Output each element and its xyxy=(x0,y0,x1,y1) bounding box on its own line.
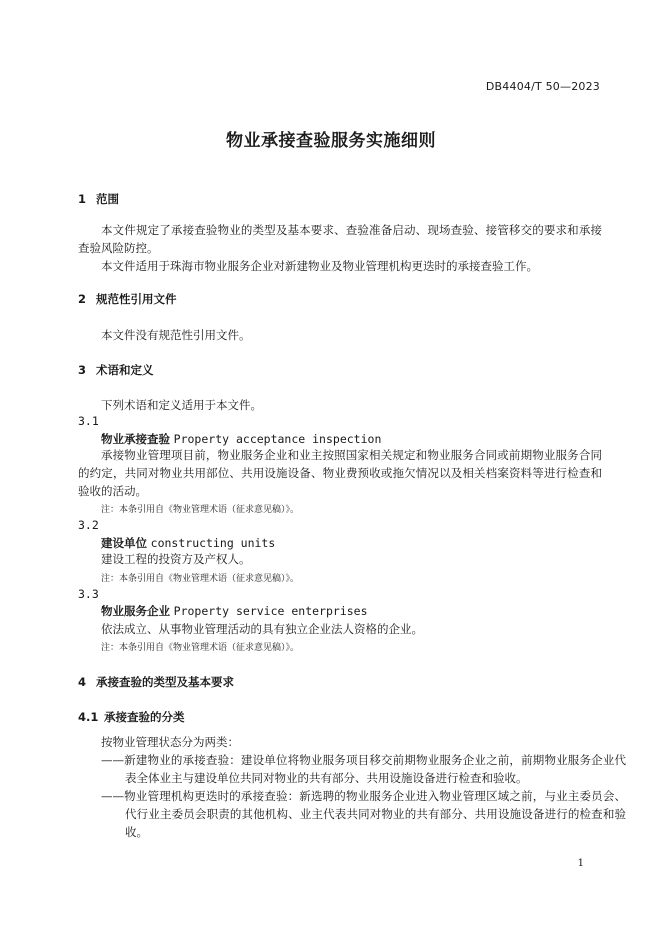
document-title: 物业承接查验服务实施细则 xyxy=(226,131,436,151)
term-english: Property service enterprises xyxy=(173,604,368,618)
section-title: 术语和定义 xyxy=(96,363,154,377)
term-chinese: 物业服务企业 xyxy=(101,604,170,618)
section-4-1-heading xyxy=(78,709,185,725)
term-number: 3.3 xyxy=(78,587,99,601)
section-title: 承接查验的分类 xyxy=(104,710,185,724)
section-title: 规范性引用文件 xyxy=(96,292,177,306)
list-item: ——物业管理机构更迭时的承接查验：新选聘的物业服务企业进入物业管理区域之前，与业主委员会、代行业主委员会职责的其他机构、业主代表共同对物业的共有部分、共用设施设备进行的检查和验收。 xyxy=(101,789,626,839)
section-1-heading xyxy=(78,191,119,207)
section-number: 2 xyxy=(78,292,87,306)
term-note: 注：本条引用自《物业管理术语（征求意见稿）》。 xyxy=(101,574,300,584)
term-english: constructing units xyxy=(150,536,276,550)
section-number: 1 xyxy=(78,192,87,206)
section-4-heading xyxy=(78,674,234,690)
term-note: 注：本条引用自《物业管理术语（征求意见稿）》。 xyxy=(101,505,300,515)
term-number: 3.2 xyxy=(78,518,99,532)
section-4-1-paragraph-1: 按物业管理状态分为两类： xyxy=(101,735,239,749)
section-1-paragraph-1: 本文件规定了承接查验物业的类型及基本要求、查验准备启动、现场查验、接管移交的要求和承接查验风险防控。 xyxy=(78,223,602,255)
term-definition: 依法成立、从事物业管理活动的具有独立企业法人资格的企业。 xyxy=(101,622,423,636)
section-3-paragraph-1: 下列术语和定义适用于本文件。 xyxy=(101,398,262,412)
term-number: 3.1 xyxy=(78,414,99,428)
section-title: 范围 xyxy=(96,192,119,206)
section-2-heading xyxy=(78,291,177,307)
page-number: 1 xyxy=(577,858,584,869)
section-3-heading xyxy=(78,362,154,378)
section-number: 3 xyxy=(78,363,87,377)
term-note: 注：本条引用自《物业管理术语（征求意见稿）》。 xyxy=(101,643,300,653)
list-item: ——新建物业的承接查验：建设单位将物业服务项目移交前期物业服务企业之前，前期物业服务企业代表全体业主与建设单位共同对物业的共有部分、共用设施设备进行检查和验收。 xyxy=(101,753,626,785)
section-1-paragraph-2: 本文件适用于珠海市物业服务企业对新建物业及物业管理机构更迭时的承接查验工作。 xyxy=(101,259,538,273)
section-2-paragraph-1: 本文件没有规范性引用文件。 xyxy=(101,328,251,342)
section-number: 4 xyxy=(78,675,87,689)
term-title xyxy=(101,535,275,551)
term-chinese: 物业承接查验 xyxy=(101,432,170,446)
term-english: Property acceptance inspection xyxy=(173,432,382,446)
term-definition: 建设工程的投资方及产权人。 xyxy=(101,552,251,566)
term-definition: 承接物业管理项目前，物业服务企业和业主按照国家相关规定和物业服务合同或前期物业服务合同的约定，共同对物业共用部位、共用设施设备、物业费预收或拖欠情况以及相关档案资料等进行检查和验收的活动。 xyxy=(78,448,602,498)
section-number: 4.1 xyxy=(78,710,99,724)
standard-code: DB4404/T 50—2023 xyxy=(485,80,600,93)
section-title: 承接查验的类型及基本要求 xyxy=(96,675,234,689)
term-title xyxy=(101,431,381,447)
term-title xyxy=(101,603,368,619)
term-chinese: 建设单位 xyxy=(101,536,147,550)
